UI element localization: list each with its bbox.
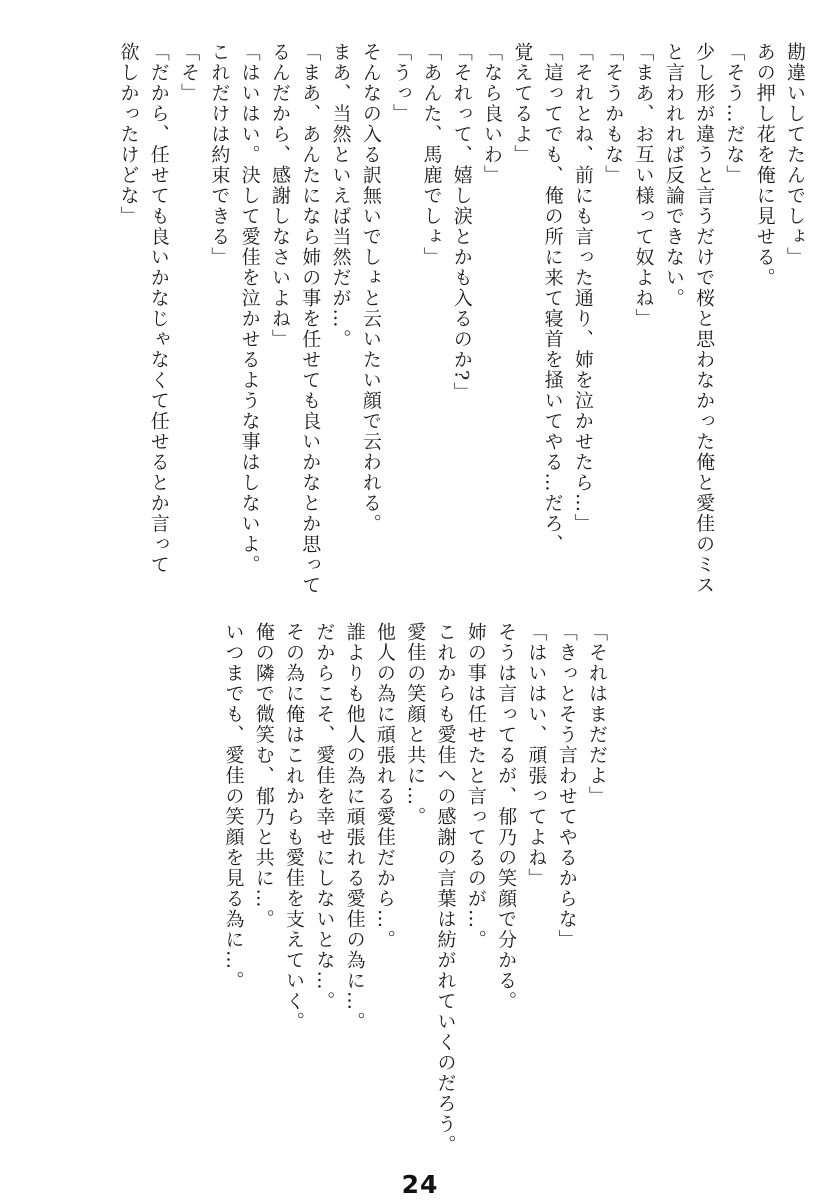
text-line: るんだから、感謝しなさいよね」 [268, 42, 291, 350]
text-line: そんなの入る訳無いでしょと云いたい顔で云われる。 [359, 42, 382, 534]
text-line: と言われれば反論できない。 [662, 42, 685, 309]
text-line: 「だから、任せても良いかなじゃなくて任せるとか言って [147, 42, 170, 575]
text-line: だからこそ、愛佳を幸せにしないとな…。 [313, 622, 336, 1012]
text-line: 「なら良いわ」 [481, 42, 504, 186]
text-line: 「まあ、お互い様って奴よね」 [632, 42, 655, 329]
text-line: 覚えてるよ」 [511, 42, 534, 165]
text-line: 俺の隣で微笑む、郁乃と共に…。 [252, 622, 275, 930]
text-line: 「うっ」 [390, 42, 413, 124]
text-line: 欲しかったけどな」 [117, 42, 140, 227]
text-line: 「はいはい、頑張ってよね」 [525, 622, 548, 889]
text-line: 「はいはい。決して愛佳を泣かせるような事はしないよ。 [238, 42, 261, 575]
text-line: 「あんた、馬鹿でしょ」 [420, 42, 443, 268]
text-line: これだけは約束できる」 [208, 42, 231, 268]
upper-text-block [113, 42, 810, 602]
page-number: 24 [401, 1170, 439, 1199]
text-line: そうは言ってるが、郁乃の笑顔で分かる。 [495, 622, 518, 1012]
text-line: 「そうかもな」 [602, 42, 625, 186]
text-line: 「それとね、前にも言った通り、姉を泣かせたら…」 [571, 42, 594, 534]
text-line: 「きっとそう言わせてやるからな」 [555, 622, 578, 950]
text-line: 愛佳の笑顔と共に…。 [404, 622, 427, 827]
text-line: 姉の事は任せたと言ってるのが…。 [464, 622, 487, 950]
text-line: 「這ってでも、俺の所に来て寝首を掻いてやる…だろ、 [541, 42, 564, 555]
text-line: 少し形が違うと言うだけで桜と思わなかった俺と愛佳のミス [693, 42, 716, 596]
text-line: 勘違いしてたんでしょ」 [784, 42, 806, 268]
text-line: 誰よりも他人の為に頑張れる愛佳の為に…。 [343, 622, 366, 1032]
text-line: あの押し花を俺に見せる。 [753, 42, 776, 288]
text-line: 「そう…だな」 [723, 42, 746, 186]
lower-text-block [218, 622, 612, 1155]
text-line: 他人の為に頑張れる愛佳だから…。 [373, 622, 396, 950]
text-line: まあ、当然といえば当然だが…。 [329, 42, 352, 350]
text-line: これからも愛佳への感謝の言葉は紡がれていくのだろう。 [434, 622, 457, 1155]
text-line: 「そ」 [178, 42, 201, 104]
text-line: 「まあ、あんたになら姉の事を任せても良いかなとか思って [299, 42, 322, 596]
text-line: いつまでも、愛佳の笑顔を見る為に…。 [222, 622, 245, 991]
text-line: 「それって、嬉し涙とかも入るのか?」 [450, 42, 473, 403]
text-line: その為に俺はこれからも愛佳を支えていく。 [283, 622, 306, 1032]
text-line: 「それはまだだよ」 [586, 622, 608, 807]
